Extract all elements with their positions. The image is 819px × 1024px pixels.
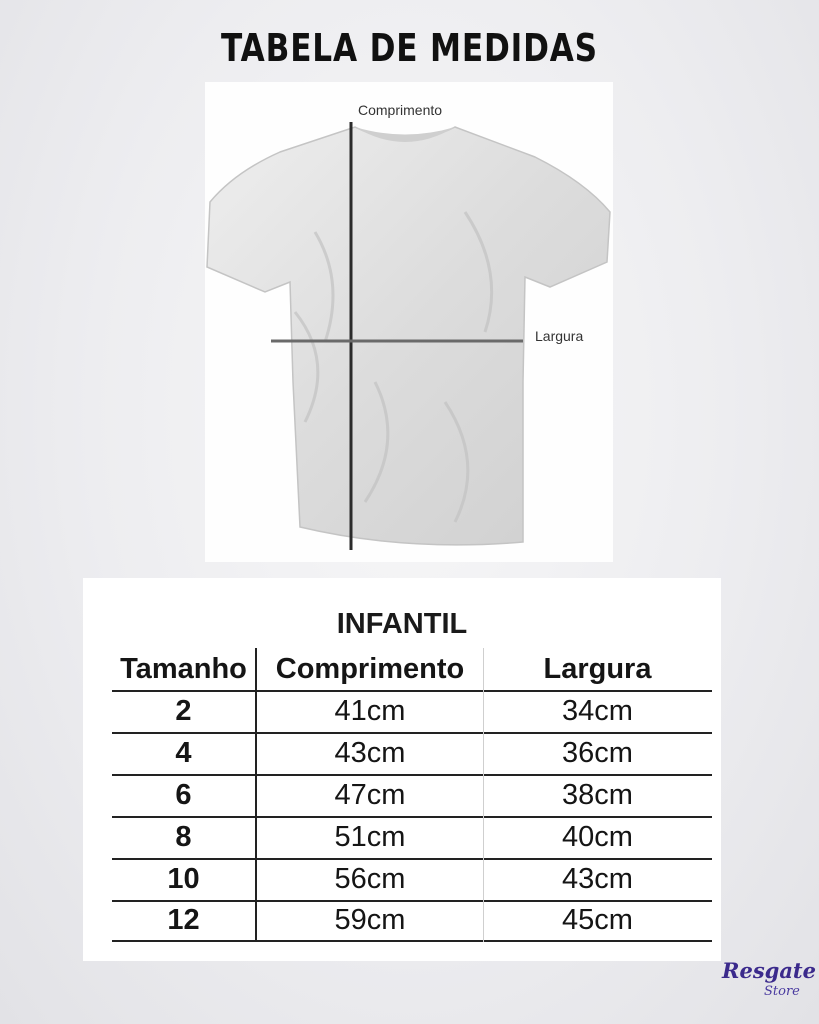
- row-6-size: 12: [167, 903, 200, 936]
- store-logo: [718, 958, 818, 1018]
- size-table: [112, 648, 712, 942]
- size-table-card: [83, 578, 721, 961]
- row-1-size: 2: [175, 694, 192, 727]
- length-label: Comprimento: [358, 102, 443, 118]
- row-1-length: 41cm: [334, 694, 406, 727]
- row-4-size: 8: [175, 820, 192, 853]
- table-title: INFANTIL: [336, 608, 468, 640]
- width-label: Largura: [535, 328, 584, 344]
- tshirt-illustration: [205, 82, 613, 562]
- tshirt-diagram: [205, 82, 613, 562]
- row-2-length: 43cm: [334, 736, 406, 769]
- row-3-length: 47cm: [334, 778, 406, 811]
- row-5-length: 56cm: [334, 862, 406, 895]
- page-title: TABELA DE MEDIDAS: [221, 26, 598, 70]
- logo-main-text: Resgate: [722, 958, 816, 983]
- row-3-size: 6: [175, 778, 192, 811]
- row-6-width: 45cm: [562, 903, 633, 936]
- header-comprimento: Comprimento: [275, 652, 465, 685]
- row-3-width: 38cm: [562, 778, 633, 811]
- logo-sub-text: Store: [764, 984, 800, 999]
- header-largura: Largura: [543, 652, 652, 685]
- row-6-length: 59cm: [334, 903, 406, 936]
- row-4-width: 40cm: [562, 820, 633, 853]
- row-5-size: 10: [167, 862, 200, 895]
- row-4-length: 51cm: [334, 820, 406, 853]
- row-1-width: 34cm: [562, 694, 633, 727]
- row-5-width: 43cm: [562, 862, 633, 895]
- row-2-width: 36cm: [562, 736, 633, 769]
- row-2-size: 4: [175, 736, 192, 769]
- header-tamanho: Tamanho: [120, 652, 247, 685]
